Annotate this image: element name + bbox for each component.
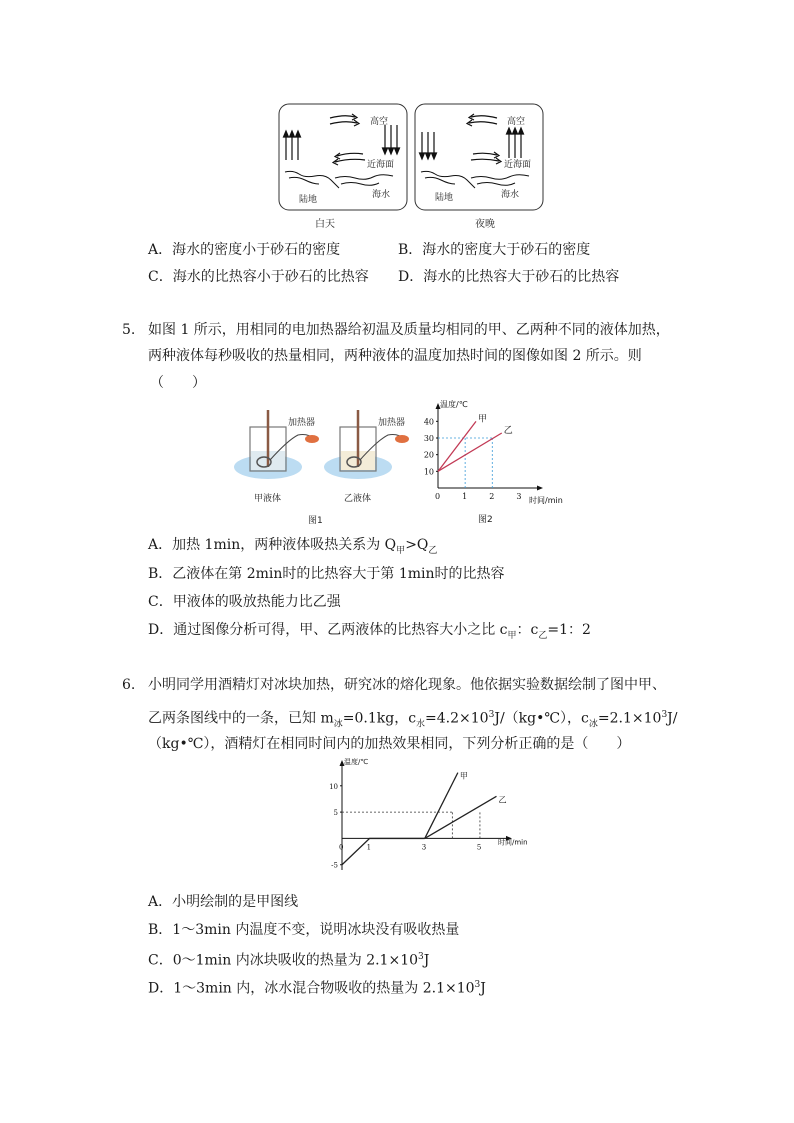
day-terrain [285, 171, 393, 188]
q6-option-c-sup: 3 [418, 952, 424, 962]
night-label-land: 陆地 [435, 193, 454, 203]
q5-number: 5. [122, 322, 136, 338]
q6-stem-l2-sup-1: 3 [488, 710, 495, 720]
x-tick-label: 3 [421, 843, 427, 852]
day-label-sea: 海水 [372, 190, 391, 200]
series-label: 乙 [498, 795, 507, 805]
q5-option-d[interactable] [148, 620, 591, 646]
q6-chart [312, 758, 528, 890]
q6-stem-l2-d: J/（kg•℃），c [494, 710, 589, 727]
x-tick-label: 5 [476, 843, 482, 852]
y-axis-label: 温度/℃ [344, 758, 369, 766]
q6-option-b[interactable]: B．1～3min 内温度不变，说明冰块没有吸收热量 [148, 922, 460, 938]
q5-stem-line-1: 如图 1 所示，用相同的电加热器给初温及质量均相同的甲、乙两种不同的液体加热， [148, 322, 670, 338]
q4-option-d[interactable]: D．海水的比热容大于砂石的比热容 [398, 269, 620, 285]
day-label-high-air: 高空 [370, 117, 389, 127]
q5-option-d-end: =1：2 [547, 622, 591, 638]
q6-number: 6. [122, 677, 136, 693]
night-lower-airflow [471, 152, 501, 164]
night-label-high-air: 高空 [507, 117, 526, 127]
q6-stem-l2-sub-2: 水 [416, 719, 426, 730]
q6-option-c[interactable] [148, 947, 429, 971]
night-label-sea: 海水 [501, 190, 520, 200]
fig1-caption: 图1 [308, 516, 323, 526]
q4-option-b[interactable]: B．海水的密度大于砂石的密度 [398, 242, 591, 258]
series-line-2 [438, 433, 502, 471]
day-sinking-arrows [383, 125, 400, 154]
q6-stem-l2-a: 乙两条图线中的一条，已知 m [148, 710, 334, 727]
series-label: 甲 [459, 771, 468, 781]
x-axis-label: 时间/min [498, 838, 528, 847]
fig1-heater-label-a: 加热器 [288, 418, 316, 428]
day-label-near-sea: 近海面 [367, 160, 395, 170]
fig2-caption: 图2 [478, 515, 493, 525]
y-tick-label: 5 [333, 809, 338, 818]
y-tick-label: 10 [423, 467, 434, 477]
q5-option-b[interactable]: B．乙液体在第 2min时的比热容大于第 1min时的比热容 [148, 566, 505, 582]
x-axis-arrow [537, 486, 543, 491]
day-lower-airflow [333, 153, 365, 165]
series-label: 甲 [478, 414, 488, 425]
q5-stem-line-2: 两种液体每秒吸收的热量相同，两种液体的温度加热时间的图像如图 2 所示。则 [148, 348, 642, 364]
q6-option-c-end: J [423, 952, 430, 969]
q5-option-a-sub-2: 乙 [428, 545, 438, 556]
q6-option-d-sup: 3 [474, 980, 481, 990]
series-line-1 [342, 838, 425, 864]
q6-stem-l2-f: J/ [667, 710, 678, 727]
y-tick-label: 40 [423, 417, 434, 427]
q4-option-a[interactable]: A．海水的密度小于砂石的密度 [148, 242, 341, 258]
y-tick-label: 20 [423, 450, 434, 460]
q5-option-d-sub-1: 甲 [507, 630, 517, 641]
night-sinking-arrows [420, 132, 437, 159]
q6-option-d[interactable] [148, 975, 486, 999]
q6-option-a[interactable]: A．小明绘制的是甲图线 [148, 894, 299, 910]
x-tick-label: 1 [366, 843, 372, 852]
series-label: 乙 [503, 426, 513, 436]
x-tick-label: 1 [462, 492, 468, 501]
q6-option-d-end: J [480, 980, 486, 997]
series-line-1 [438, 421, 476, 471]
q5-option-a-mid: >Q [405, 537, 429, 553]
q6-stem-line-1: 小明同学用酒精灯对冰块加热，研究冰的熔化现象。他依据实验数据绘制了图中甲、 [148, 677, 666, 693]
q5-option-a[interactable] [148, 535, 437, 561]
fig1-liquid-b-label: 乙液体 [344, 494, 372, 504]
day-upper-airflow [330, 114, 359, 126]
fig1-liquid-a-label: 甲液体 [254, 494, 282, 504]
q5-option-d-text: D．通过图像分析可得，甲、乙两液体的比热容大小之比 c [148, 622, 508, 638]
y-tick-label: 10 [329, 782, 338, 791]
q5-option-c[interactable]: C．甲液体的吸放热能力比乙强 [148, 594, 341, 610]
q5-figure-1 [228, 405, 418, 530]
night-upper-airflow [467, 114, 497, 126]
q4-option-c[interactable]: C．海水的比热容小于砂石的比热容 [148, 269, 369, 285]
q6-stem-l2-sub-1: 冰 [333, 719, 343, 730]
x-tick-label: 3 [516, 492, 522, 501]
y-tick-label: -5 [331, 861, 338, 870]
night-label-near-sea: 近海面 [504, 160, 532, 170]
day-rising-arrows [284, 131, 301, 160]
q6-option-c-text: C．0～1min 内冰块吸收的热量为 2.1×10 [148, 952, 419, 969]
night-terrain [421, 171, 529, 188]
x-tick-label: 2 [489, 492, 495, 501]
q6-stem-l2-e: =2.1×10 [597, 710, 662, 727]
sea-breeze-figure [275, 100, 550, 235]
day-label-land: 陆地 [299, 195, 318, 205]
q5-stem-line-3: （ ） [150, 375, 206, 391]
q6-stem-l2-b: =0.1kg，c [342, 710, 417, 727]
q5-figure-2-chart [420, 400, 563, 530]
x-axis-label: 时间/min [529, 496, 563, 505]
y-tick-label: 30 [423, 434, 434, 443]
day-caption: 白天 [315, 219, 335, 230]
x-tick-label: 0 [435, 492, 441, 501]
q5-option-d-mid: ：c [516, 622, 539, 638]
fig1-heater-label-b: 加热器 [378, 418, 406, 428]
liquid-b-heater-plug [395, 435, 409, 443]
night-caption: 夜晚 [475, 219, 495, 230]
q5-option-d-sub-2: 乙 [538, 630, 548, 641]
y-axis-label: 温度/℃ [440, 400, 468, 409]
q6-option-d-text: D．1～3min 内，冰水混合物吸收的热量为 2.1×10 [148, 980, 475, 997]
q6-stem-l2-c: =4.2×10 [425, 710, 489, 727]
q6-stem-l2-sub-3: 冰 [588, 719, 598, 730]
liquid-a-heater-plug [305, 435, 319, 443]
x-tick-label: 0 [339, 843, 344, 852]
night-rising-arrows [507, 128, 524, 158]
q6-stem-l2-sup-2: 3 [661, 710, 668, 720]
q6-stem-line-3: （kg•℃），酒精灯在相同时间内的加热效果相同，下列分析正确的是（ ） [148, 736, 631, 752]
q5-option-a-sub-1: 甲 [396, 545, 406, 556]
q5-option-a-text: A．加热 1min，两种液体吸热关系为 Q [148, 537, 397, 553]
